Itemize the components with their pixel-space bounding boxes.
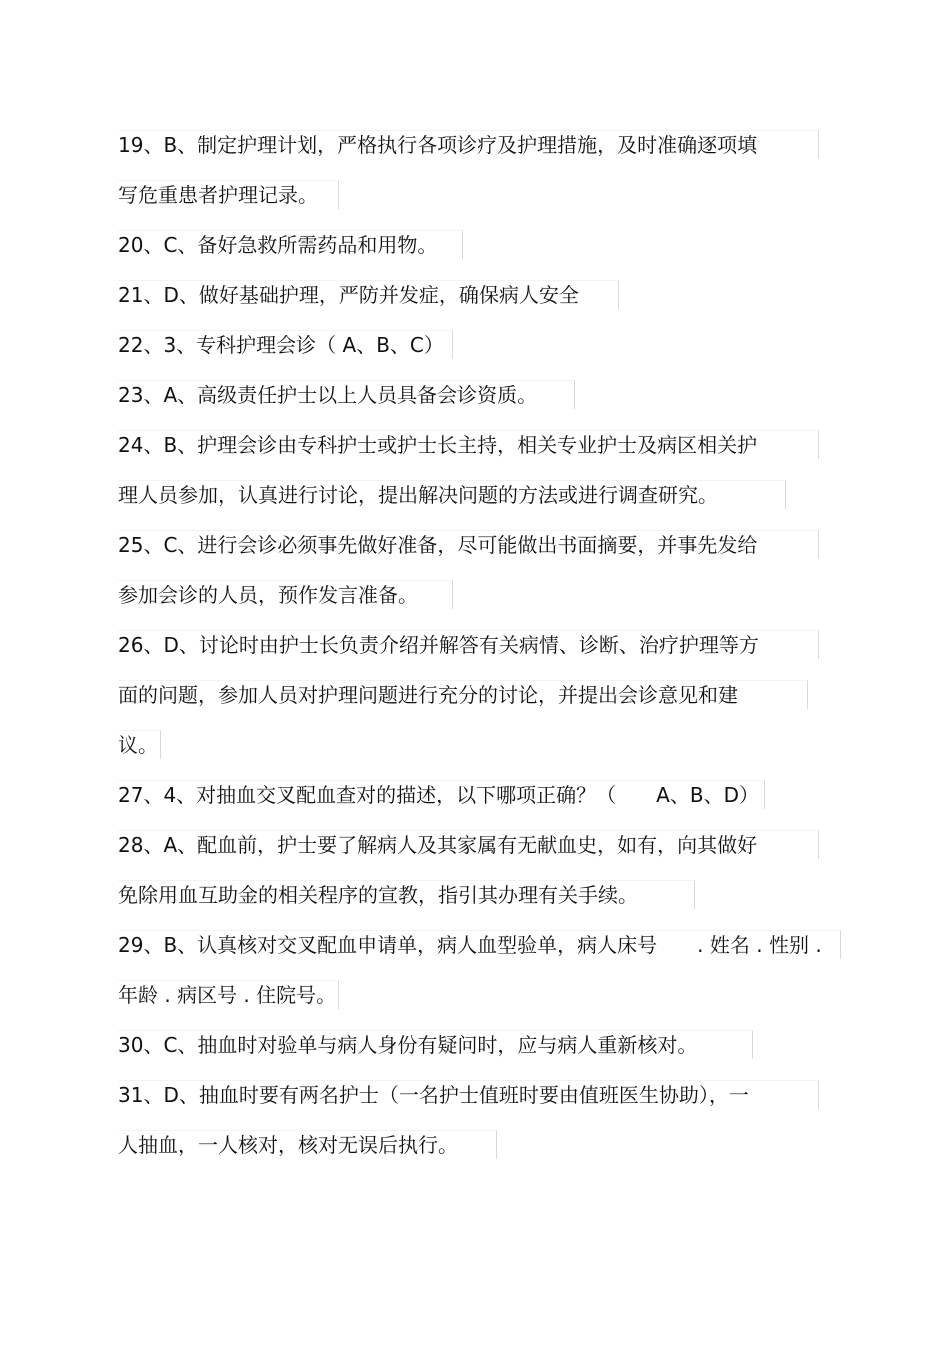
text-line-30: 30、C、抽血时对验单与病人身份有疑问时，应与病人重新核对。 [118,1030,753,1059]
text-line-22: 22、3、专科护理会诊（ A、B、C） [118,330,453,359]
text-line-26b: 面的问题，参加人员对护理问题进行充分的讨论，并提出会诊意见和建 [118,680,808,709]
text-line-29a: 29、B、认真核对交叉配血申请单，病人血型验单，病人床号 . 姓名 . 性别 . [118,930,841,959]
text-line-24b: 理人员参加，认真进行讨论，提出解决问题的方法或进行调查研究。 [118,480,786,509]
text-line-26a: 26、D、讨论时由护士长负责介绍并解答有关病情、诊断、治疗护理等方 [118,630,819,659]
text-line-25b: 参加会诊的人员，预作发言准备。 [118,580,453,609]
text-line-28b: 免除用血互助金的相关程序的宣教，指引其办理有关手续。 [118,880,695,909]
text-line-19a: 19、B、制定护理计划，严格执行各项诊疗及护理措施，及时准确逐项填 [118,130,819,159]
text-line-26c: 议。 [118,730,161,759]
text-line-24a: 24、B、护理会诊由专科护士或护士长主持，相关专业护士及病区相关护 [118,430,819,459]
text-line-20: 20、C、备好急救所需药品和用物。 [118,230,463,259]
text-line-31b: 人抽血，一人核对，核对无误后执行。 [118,1130,497,1159]
text-line-21: 21、D、做好基础护理，严防并发症，确保病人安全 [118,280,619,309]
text-line-29b: 年龄 . 病区号 . 住院号。 [118,980,339,1009]
text-line-19b: 写危重患者护理记录。 [118,180,339,209]
text-line-31a: 31、D、抽血时要有两名护士（一名护士值班时要由值班医生协助），一 [118,1080,819,1109]
text-line-28a: 28、A、配血前，护士要了解病人及其家属有无献血史，如有，向其做好 [118,830,819,859]
text-line-27: 27、4、对抽血交叉配血查对的描述，以下哪项正确？（ A、B、D） [118,780,765,809]
text-line-23: 23、A、高级责任护士以上人员具备会诊资质。 [118,380,575,409]
text-line-25a: 25、C、进行会诊必须事先做好准备，尽可能做出书面摘要，并事先发给 [118,530,819,559]
